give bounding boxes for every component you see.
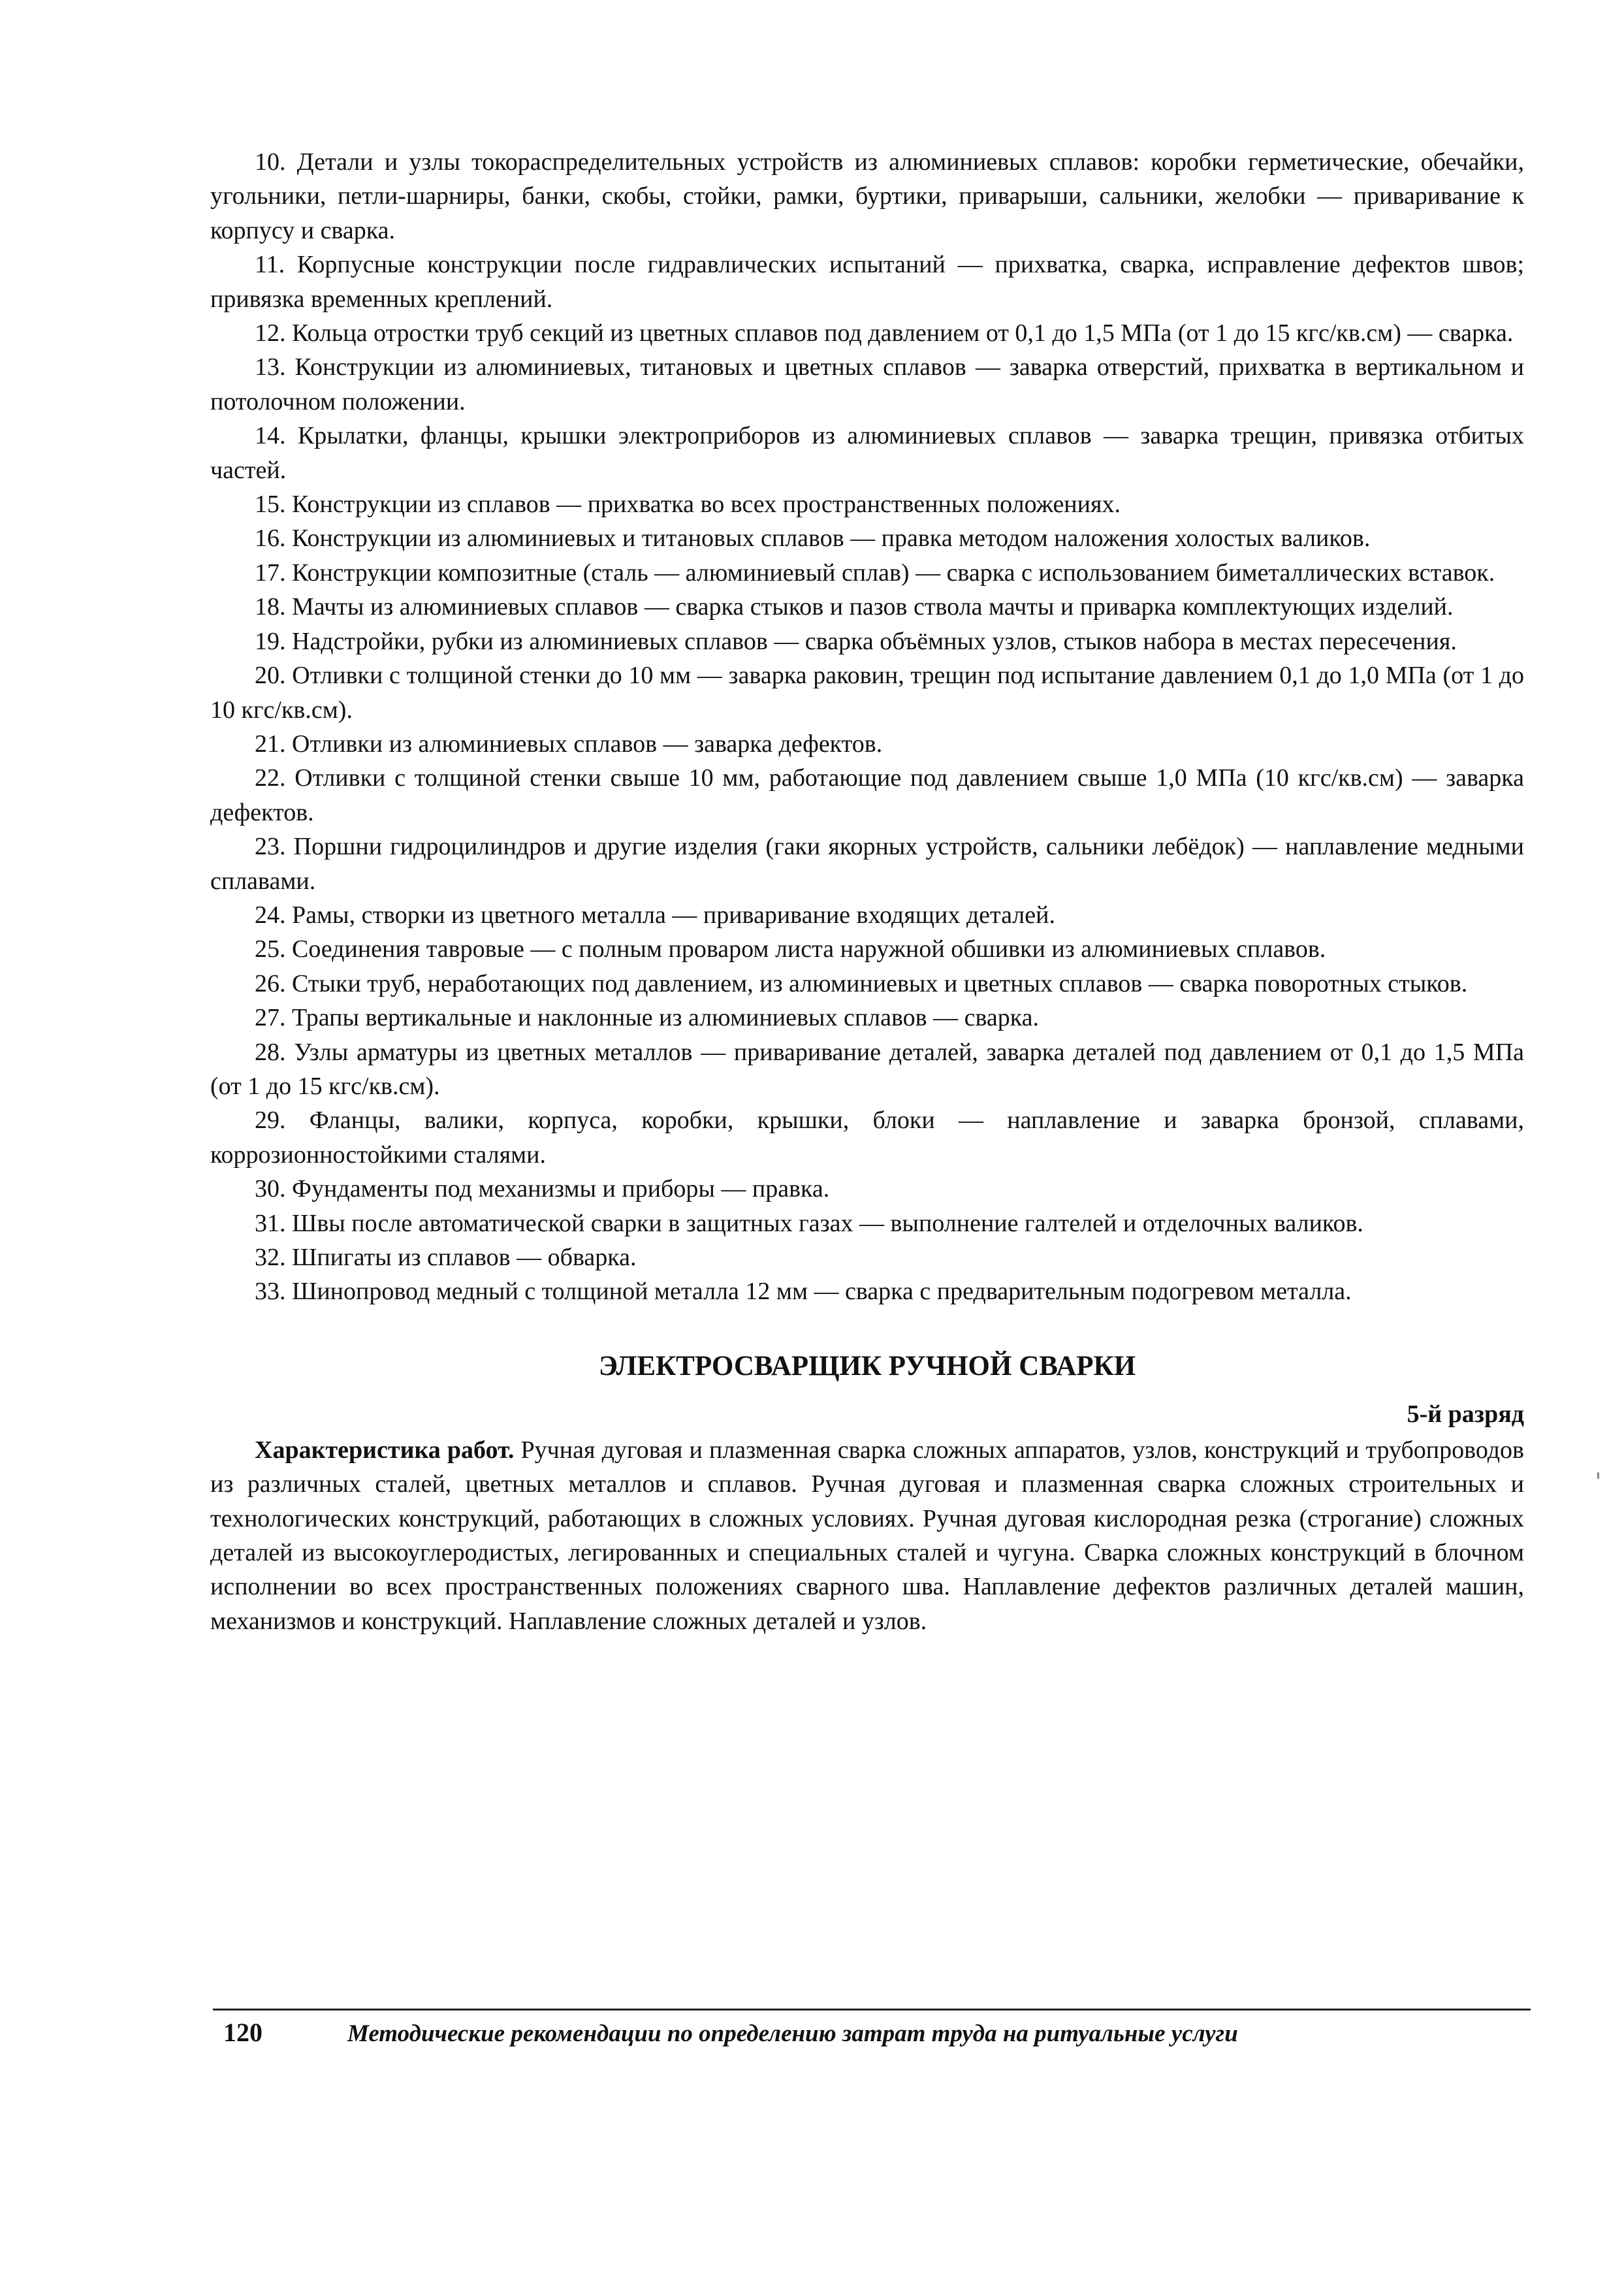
section-title: ЭЛЕКТРОСВАРЩИК РУЧНОЙ СВАРКИ — [598, 1350, 1136, 1381]
footer-title: Методические рекомендации по определению затрат труда на ритуальные услуги — [347, 2020, 1238, 2047]
list-item: 25. Соединения тавровые — с полным проваром листа наружной обшивки из алюминиевых сплавов. — [255, 935, 1326, 963]
list-item: 27. Трапы вертикальные и наклонные из алюминиевых сплавов — сварка. — [255, 1004, 1040, 1032]
list-item: 14. Крылатки, фланцы, крышки электроприборов из алюминиевых сплавов — заварка трещин, привязка отбитых частей. — [210, 422, 1524, 484]
characteristic-text: Ручная дуговая и плазменная сварка сложных аппаратов, узлов, конструкций и трубопроводов из различных сталей, цветных металлов и сплавов. Ручная дуговая и плазменная сварка сложных строительных и технологических конструкций, работающих в сложных условиях. Ручная дуговая кислородная резка (строгание) сложных деталей из высокоуглеродистых, легированных и специальных сталей и чугуна. Сварка сложных конструкций в блочном исполнении во всех пространственных положениях сварного шва. Наплавление дефектов различных деталей машин, механизмов и конструкций. Наплавление сложных деталей и узлов. — [210, 1436, 1525, 1635]
list-item: 17. Конструкции композитные (сталь — алюминиевый сплав) — сварка с использованием биметаллических вставок. — [255, 558, 1495, 587]
list-item: 15. Конструкции из сплавов — прихватка во всех пространственных положениях. — [255, 491, 1121, 519]
list-item: 26. Стыки труб, неработающих под давлением, из алюминиевых и цветных сплавов — сварка поворотных стыков. — [255, 969, 1468, 997]
list-item: 22. Отливки с толщиной стенки свыше 10 мм, работающие под давлением свыше 1,0 МПа (10 кгс/кв.см) — заварка дефектов. — [210, 764, 1524, 826]
list-item: 12. Кольца отростки труб секций из цветных сплавов под давлением от 0,1 до 1,5 МПа (от 1 до 15 кгс/кв.см) — сварка. — [255, 319, 1514, 347]
list-item: 18. Мачты из алюминиевых сплавов — сварка стыков и пазов ствола мачты и приварка комплектующих изделий. — [255, 593, 1454, 621]
page-content — [210, 145, 1524, 1638]
work-items-list — [210, 145, 1524, 1309]
list-item: 30. Фундаменты под механизмы и приборы — правка. — [255, 1175, 830, 1203]
list-item: 21. Отливки из алюминиевых сплавов — заварка дефектов. — [255, 730, 883, 758]
list-item: 24. Рамы, створки из цветного металла — приваривание входящих деталей. — [255, 901, 1055, 929]
list-item: 20. Отливки с толщиной стенки до 10 мм — заварка раковин, трещин под испытание давлением 0,1 до 1,0 МПа (от 1 до 10 кгс/кв.см). — [210, 662, 1524, 724]
list-item: 11. Корпусные конструкции после гидравлических испытаний — прихватка, сварка, исправление дефектов швов; привязка временных креплений. — [210, 251, 1524, 313]
scan-speck — [1597, 1472, 1599, 1479]
list-item: 32. Шпигаты из сплавов — обварка. — [255, 1244, 637, 1271]
list-item: 13. Конструкции из алюминиевых, титановых и цветных сплавов — заварка отверстий, прихватка в вертикальном и потолочном положении. — [210, 353, 1524, 415]
list-item: 33. Шинопровод медный с толщиной металла 12 мм — сварка с предварительным подогревом металла. — [255, 1278, 1352, 1306]
characteristic-label: Характеристика работ. — [255, 1436, 515, 1464]
characteristic-paragraph — [210, 1433, 1524, 1638]
list-item: 28. Узлы арматуры из цветных металлов — приваривание деталей, заварка деталей под давлением от 0,1 до 1,5 МПа (от 1 до 15 кгс/кв.см). — [210, 1038, 1524, 1100]
list-item: 23. Поршни гидроцилиндров и другие изделия (гаки якорных устройств, сальники лебёдок) — наплавление медными сплавами. — [210, 833, 1524, 895]
list-item: 19. Надстройки, рубки из алюминиевых сплавов — сварка объёмных узлов, стыков набора в местах пересечения. — [255, 627, 1457, 655]
list-item: 29. Фланцы, валики, корпуса, коробки, крышки, блоки — наплавление и заварка бронзой, сплавами, коррозионностойкими сталями. — [210, 1107, 1524, 1169]
grade-label: 5-й разряд — [1407, 1400, 1524, 1428]
list-item: 31. Швы после автоматической сварки в защитных газах — выполнение галтелей и отделочных валиков. — [255, 1209, 1363, 1237]
list-item: 16. Конструкции из алюминиевых и титановых сплавов — правка методом наложения холостых валиков. — [255, 525, 1371, 553]
page-number: 120 — [223, 2018, 263, 2047]
list-item: 10. Детали и узлы токораспределительных устройств из алюминиевых сплавов: коробки герметические, обечайки, угольники, петли-шарниры, банки, скобы, стойки, рамки, буртики, приварыши, сальники, желобки — приваривание к корпусу и сварка. — [210, 148, 1524, 244]
page-footer — [213, 2009, 1531, 2048]
